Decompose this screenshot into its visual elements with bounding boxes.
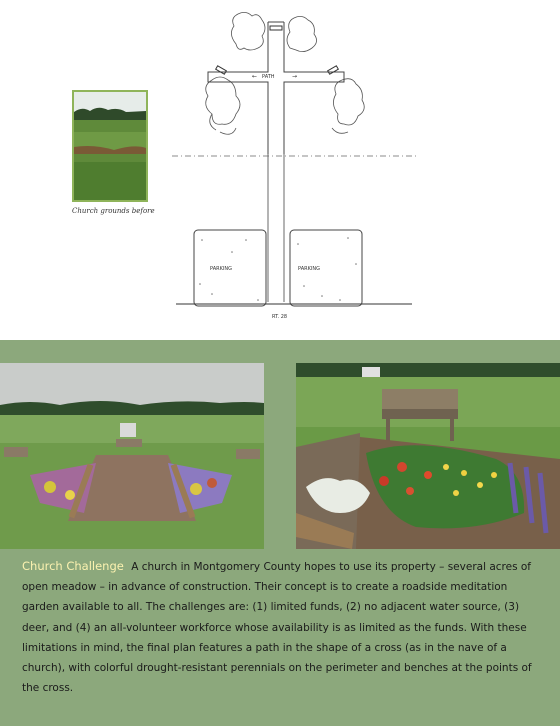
garden-bench-photo [296,363,560,549]
path-label: PATH [262,74,275,80]
parking-right-label: PARKING [298,266,320,272]
cross-path [208,22,344,302]
church-challenge-article [22,556,542,698]
church-grounds-before-photo [72,90,148,202]
svg-text:←: ← [252,73,258,80]
garden-plan-sketch [172,4,416,330]
article-body: A church in Montgomery County hopes to use its property – several acres of open meadow – in advance of construction. Their concept is to create a roadside meditation garden available to all. The challenges are: (1) limited funds, (2) no adjacent water source, (3) deer, and (4) an all-volunteer workforce whose availability is as limited as the funds. With these limitations in mind, the final plan features a path in the shape of a cross (as in the nave of a church), with colorful drought-resistant perennials on the perimeter and benches at the points of the cross. [22,561,532,695]
shrub-cluster [206,12,365,134]
top-panel [0,0,560,340]
road-label: RT. 28 [272,314,288,320]
bench-icon [216,26,339,74]
cross-garden-photo [0,363,264,549]
article-title: Church Challenge [22,559,124,573]
parking-left-label: PARKING [210,266,232,272]
svg-text:→: → [292,73,298,80]
before-photo-caption: Church grounds before [72,207,155,215]
